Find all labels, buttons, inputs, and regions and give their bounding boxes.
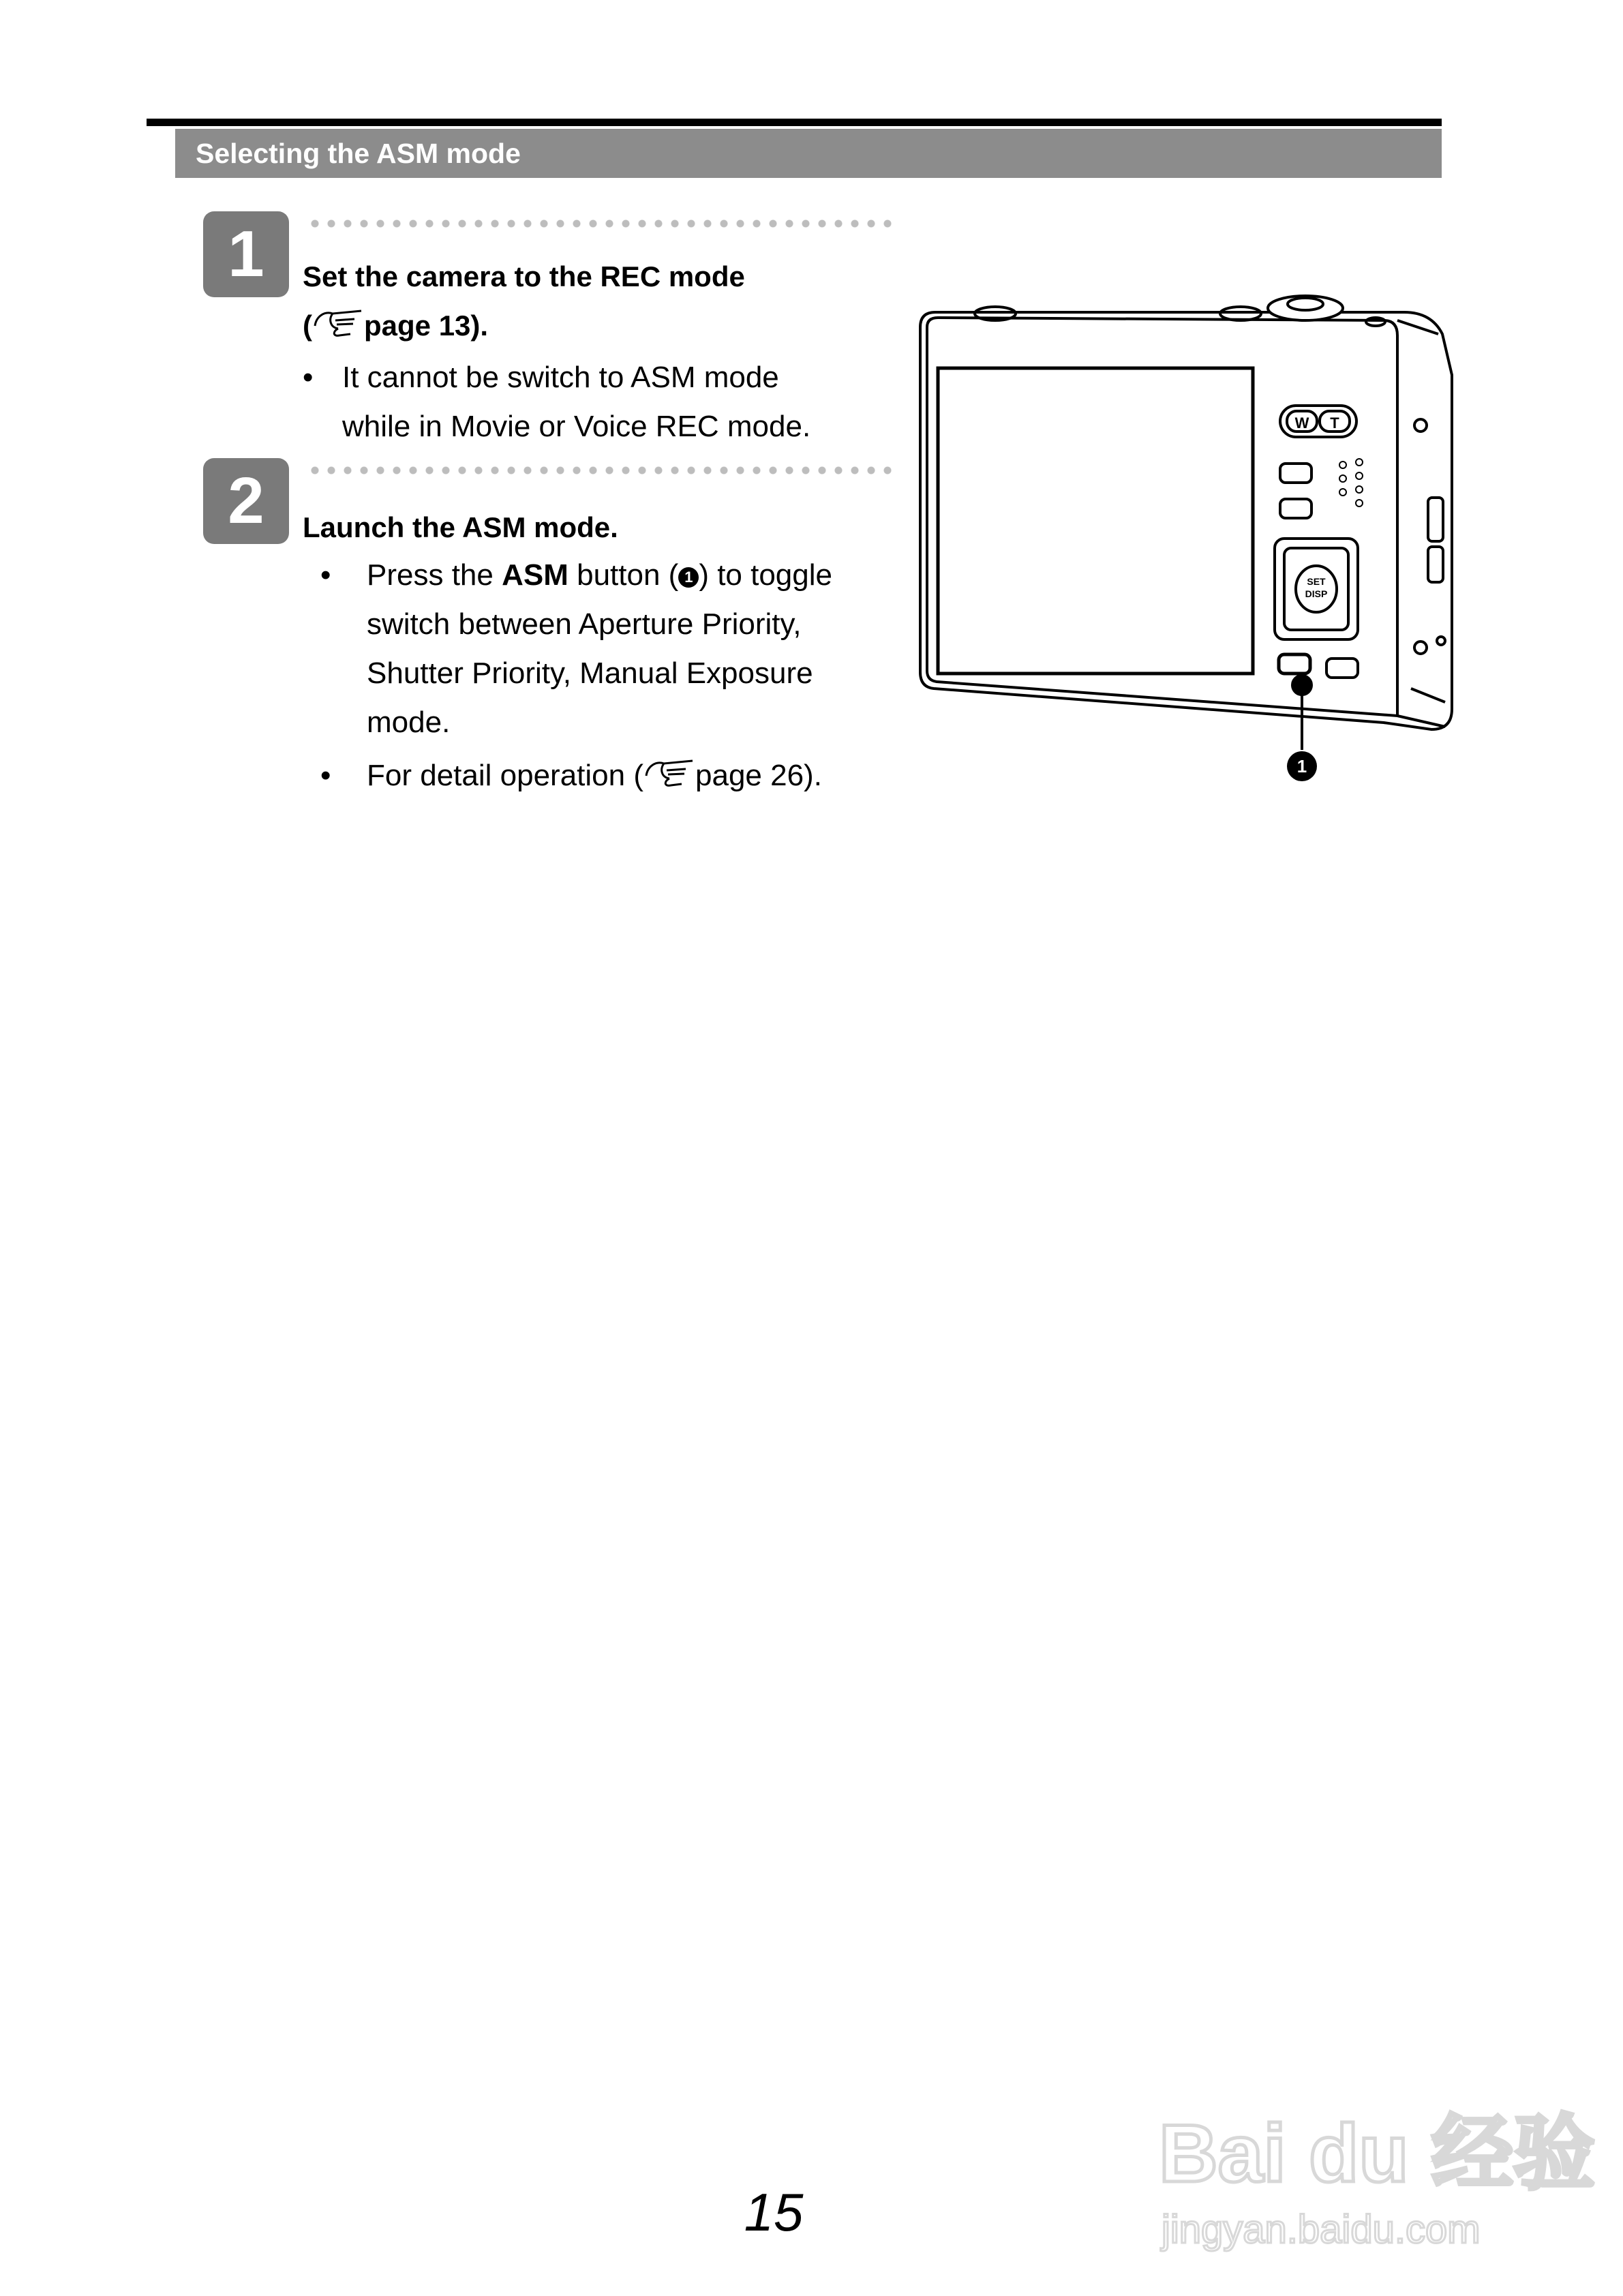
step-2-bullet1-line1: Press the ASM button ( 1 ) to toggle bbox=[367, 558, 832, 592]
top-rule bbox=[147, 119, 1442, 126]
step-2-badge: 2 bbox=[203, 458, 289, 544]
step-1-title: Set the camera to the REC mode bbox=[303, 260, 745, 292]
step-2-bullet1-line4: mode. bbox=[367, 706, 451, 739]
watermark-url: jingyan.baidu.com bbox=[1162, 2207, 1481, 2252]
zoom-w-label: W bbox=[1294, 414, 1309, 432]
bullet-dot: • bbox=[303, 361, 314, 394]
step-2-bullet1-line3: Shutter Priority, Manual Exposure bbox=[367, 656, 813, 690]
step-1-badge: 1 bbox=[203, 211, 289, 297]
pointing-hand-icon bbox=[312, 307, 364, 338]
pointing-hand-icon bbox=[643, 757, 695, 788]
zoom-t-label: T bbox=[1330, 414, 1339, 432]
callout-number: 1 bbox=[1296, 756, 1307, 776]
disp-label: DISP bbox=[1305, 588, 1328, 599]
watermark-brand: Bai du 经验 bbox=[1159, 2108, 1596, 2199]
page-number: 15 bbox=[744, 2182, 804, 2242]
dotted-divider-1 bbox=[307, 220, 896, 228]
dotted-divider-2 bbox=[307, 466, 896, 474]
step-2-bullet2: For detail operation ( page 26). bbox=[367, 751, 822, 800]
bullet-dot: • bbox=[320, 759, 331, 792]
bullet-dot: • bbox=[320, 558, 331, 592]
step-1-bullet-line2: while in Movie or Voice REC mode. bbox=[342, 410, 811, 443]
baidu-watermark bbox=[1152, 2059, 1596, 2263]
section-title: Selecting the ASM mode bbox=[175, 129, 1442, 178]
set-label: SET bbox=[1307, 576, 1326, 587]
step-1-title-ref: ( page 13). bbox=[303, 301, 488, 350]
step-2-bullet1-line2: switch between Aperture Priority, bbox=[367, 607, 802, 641]
step-1-bullet-line1: It cannot be switch to ASM mode bbox=[342, 361, 779, 394]
callout-marker: 1 bbox=[678, 567, 699, 588]
step-2-title: Launch the ASM mode. bbox=[303, 511, 618, 543]
camera-back-illustration bbox=[907, 293, 1466, 791]
